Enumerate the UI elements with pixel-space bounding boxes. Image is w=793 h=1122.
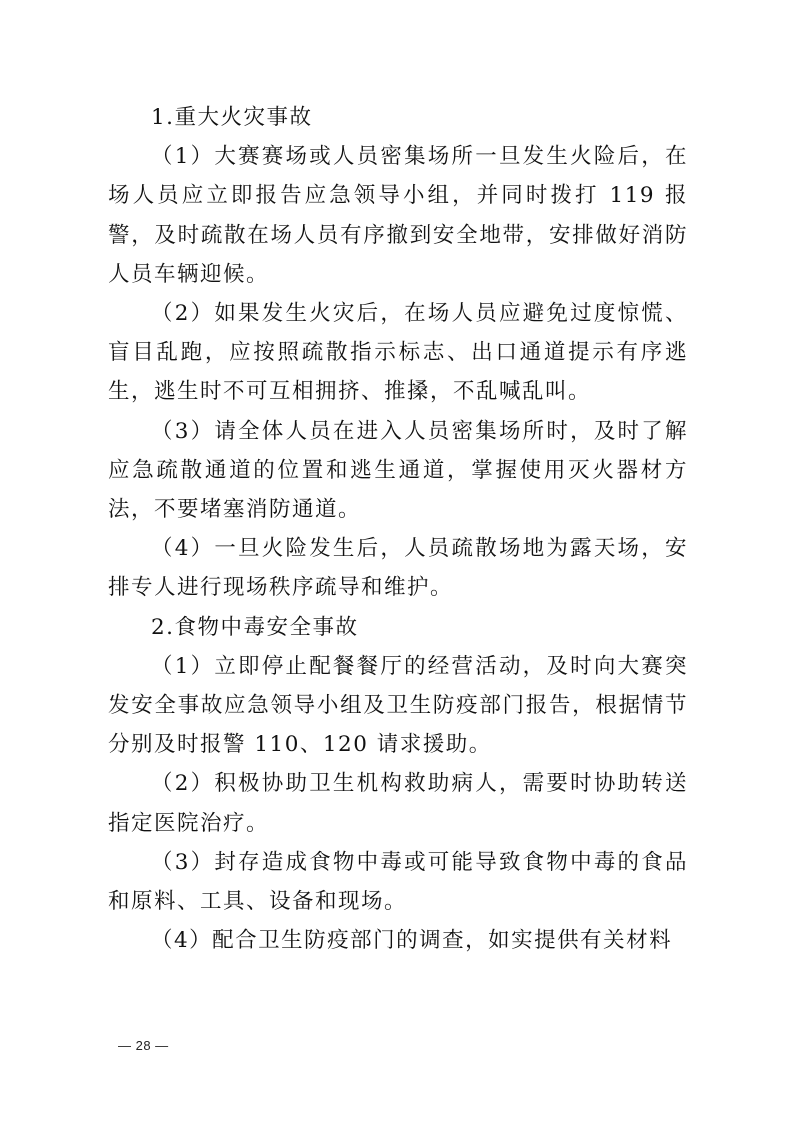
section-heading-food-poisoning: 2.食物中毒安全事故 (151, 614, 359, 640)
paragraph: （3）请全体人员在进入人员密集场所时，及时了解应急疏散通道的位置和逃生通道，掌握使用灭火器材方法，不要堵塞消防通道。 (108, 418, 688, 523)
paragraph: （1）立即停止配餐餐厅的经营活动，及时向大赛突发安全事故应急领导小组及卫生防疫部门报告，根据情节分别及时报警 110、120 请求援助。 (108, 653, 688, 758)
page-number: — 28 — (118, 1038, 169, 1053)
paragraph: （2）如果发生火灾后，在场人员应避免过度惊慌、盲目乱跑，应按照疏散指示标志、出口通道提示有序逃生，逃生时不可互相拥挤、推搡，不乱喊乱叫。 (108, 301, 688, 405)
section-heading-fire: 1.重大火灾事故 (151, 105, 313, 130)
paragraph: （1）大赛赛场或人员密集场所一旦发生火险后，在场人员应立即报告应急领导小组，并同时拨打 119 报警，及时疏散在场人员有序撤到安全地带，安排做好消防人员车辆迎候。 (108, 144, 688, 287)
paragraph: （4）一旦火险发生后，人员疏散场地为露天场，安排专人进行现场秩序疏导和维护。 (108, 536, 688, 601)
paragraph: （3）封存造成食物中毒或可能导致食物中毒的食品和原料、工具、设备和现场。 (108, 849, 688, 915)
paragraph: （2）积极协助卫生机构救助病人，需要时协助转送指定医院治疗。 (108, 771, 688, 836)
document-body (108, 98, 688, 960)
paragraph: （4）配合卫生防疫部门的调查，如实提供有关材料 (151, 928, 673, 954)
